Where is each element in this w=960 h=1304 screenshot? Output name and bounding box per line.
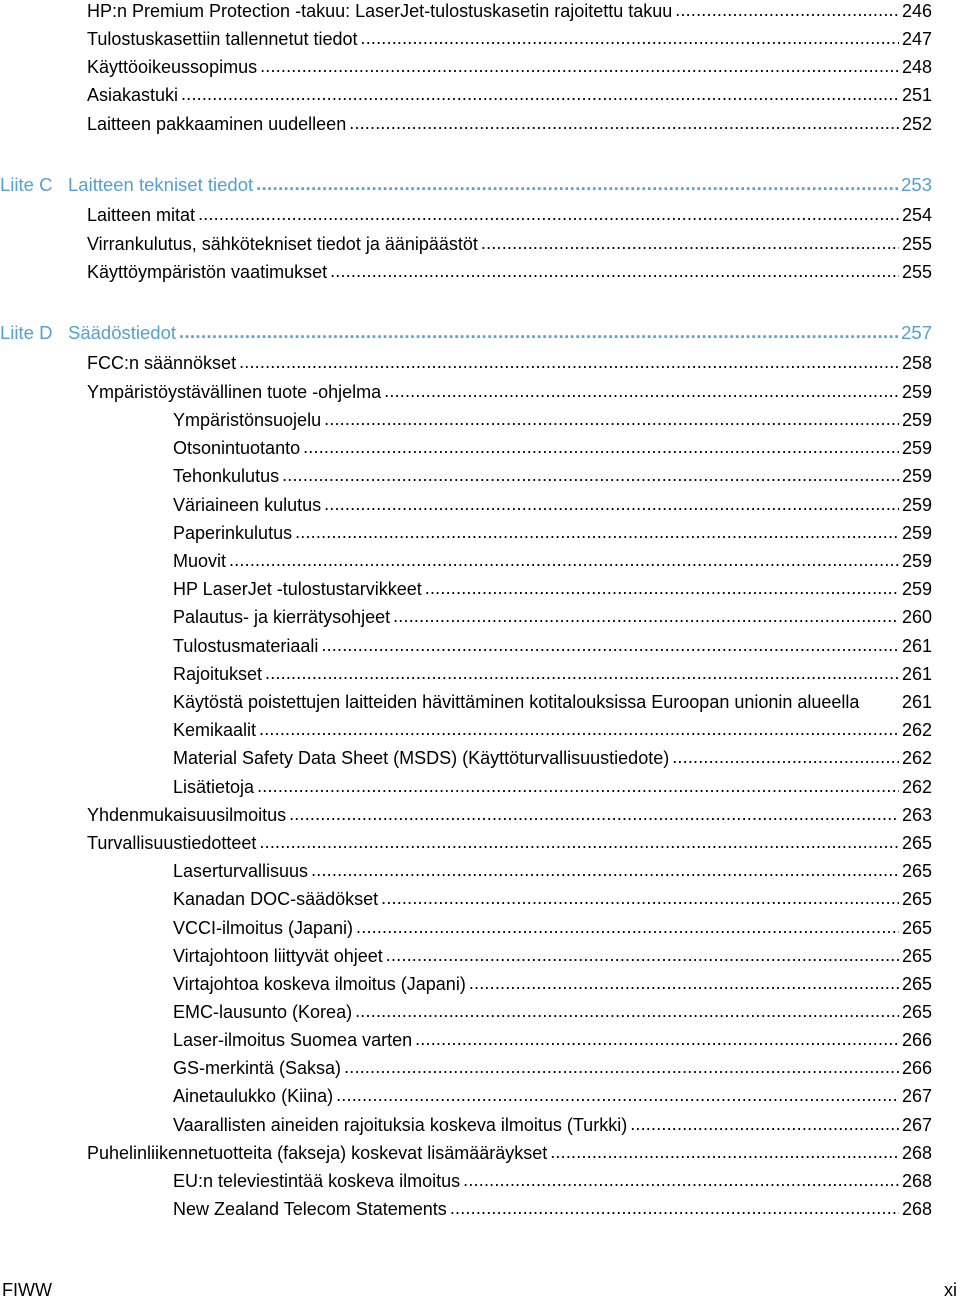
toc-dot-leader xyxy=(282,465,899,487)
toc-page-number: 259 xyxy=(901,579,932,599)
toc-entry-title xyxy=(173,888,378,910)
toc-entry[interactable] xyxy=(173,969,932,995)
toc-entry[interactable] xyxy=(173,941,932,967)
toc-entry-text: Ainetaulukko (Kiina) xyxy=(173,1086,334,1106)
toc-page-number: 268 xyxy=(901,1171,932,1191)
toc-entry[interactable] xyxy=(173,687,932,713)
toc-page-number: 267 xyxy=(901,1086,932,1106)
toc-entry-text: Väriaineen kulutus xyxy=(173,495,322,515)
toc-page-number: 259 xyxy=(901,382,932,402)
toc-dot-leader xyxy=(349,113,899,135)
toc-entry-title xyxy=(173,1001,352,1023)
toc-entry-title xyxy=(173,550,226,572)
toc-entry[interactable] xyxy=(87,52,932,78)
toc-entry-text: Ympäristöystävällinen tuote -ohjelma xyxy=(87,382,382,402)
toc-entry-title xyxy=(173,945,383,967)
toc-entry[interactable] xyxy=(173,574,932,600)
toc-entry-text: Rajoitukset xyxy=(173,664,263,684)
toc-dot-leader xyxy=(330,261,899,283)
toc-entry-title xyxy=(173,1057,341,1079)
toc-entry-title xyxy=(87,1142,547,1164)
toc-entry[interactable] xyxy=(87,828,932,854)
toc-entry[interactable] xyxy=(173,715,932,741)
toc-page-number: 253 xyxy=(901,174,932,195)
toc-entry-text: Kemikaalit xyxy=(173,720,257,740)
toc-entry-text: Lisätietoja xyxy=(173,777,255,797)
toc-page-number: 262 xyxy=(901,748,932,768)
toc-entry-title xyxy=(173,973,466,995)
toc-entry[interactable] xyxy=(173,631,932,657)
toc-entry-text: Laserturvallisuus xyxy=(173,861,309,881)
toc-entry-title xyxy=(87,56,257,78)
toc-dot-leader xyxy=(361,28,899,50)
toc-page-number: 246 xyxy=(901,1,932,21)
toc-entry[interactable] xyxy=(87,229,932,255)
toc-page-number: 251 xyxy=(901,85,932,105)
toc-entry-text: Käytöstä poistettujen laitteiden hävittäminen kotitalouksissa Euroopan unionin alueella xyxy=(173,692,860,712)
toc-dot-leader xyxy=(384,381,899,403)
toc-dot-leader xyxy=(393,606,899,628)
toc-entry-text: Asiakastuki xyxy=(87,85,179,105)
toc-entry[interactable] xyxy=(173,461,932,487)
toc-entry-text: VCCI-ilmoitus (Japani) xyxy=(173,918,354,938)
toc-dot-leader xyxy=(324,494,899,516)
toc-dot-leader xyxy=(425,578,899,600)
toc-entry-title xyxy=(87,804,286,826)
toc-entry-title xyxy=(87,233,478,255)
toc-entry[interactable] xyxy=(87,109,932,135)
toc-appendix-label: Liite C xyxy=(0,174,53,195)
toc-dot-leader xyxy=(303,437,899,459)
toc-entry-title xyxy=(87,832,256,854)
toc-entry[interactable] xyxy=(173,602,932,628)
toc-entry-title xyxy=(0,174,253,196)
toc-entry-title xyxy=(87,352,236,374)
toc-dot-leader xyxy=(260,56,899,78)
toc-entry[interactable] xyxy=(173,884,932,910)
toc-page-number: 247 xyxy=(901,29,932,49)
toc-entry[interactable] xyxy=(173,1025,932,1051)
toc-entry[interactable] xyxy=(173,997,932,1023)
toc-page-number: 265 xyxy=(901,918,932,938)
toc-dot-leader xyxy=(386,945,899,967)
toc-entry-title xyxy=(173,1085,333,1107)
toc-entry-text: Tulostuskasettiin tallennetut tiedot xyxy=(87,29,358,49)
toc-entry-title xyxy=(173,1198,447,1220)
toc-entry-title xyxy=(87,113,346,135)
toc-entry-title xyxy=(173,776,254,798)
toc-entry-text: Kanadan DOC-säädökset xyxy=(173,889,379,909)
toc-dot-leader xyxy=(256,174,898,196)
toc-entry[interactable] xyxy=(173,1053,932,1079)
toc-entry[interactable] xyxy=(87,348,932,374)
toc-entry-title xyxy=(173,606,390,628)
toc-entry-text: Yhdenmukaisuusilmoitus xyxy=(87,805,287,825)
toc-dot-leader xyxy=(862,691,899,713)
toc-entry-title xyxy=(87,0,672,22)
toc-dot-leader xyxy=(344,1057,899,1079)
toc-page-number: 254 xyxy=(901,205,932,225)
toc-entry-title xyxy=(87,381,381,403)
toc-entry-title xyxy=(173,1114,627,1136)
toc-dot-leader xyxy=(257,776,899,798)
toc-entry-title xyxy=(173,494,321,516)
toc-dot-leader xyxy=(289,804,899,826)
toc-dot-leader xyxy=(179,322,898,344)
toc-entry[interactable] xyxy=(173,743,932,769)
toc-page-number: 266 xyxy=(901,1058,932,1078)
toc-entry-text: FCC:n säännökset xyxy=(87,353,237,373)
toc-dot-leader xyxy=(672,747,899,769)
toc-entry[interactable] xyxy=(173,433,932,459)
toc-entry-title xyxy=(173,663,262,685)
toc-entry-title xyxy=(87,28,358,50)
toc-entry-text: Laitteen mitat xyxy=(87,205,196,225)
toc-entry-text: Virtajohtoa koskeva ilmoitus (Japani) xyxy=(173,974,466,994)
toc-entry-text: EMC-lausunto (Korea) xyxy=(173,1002,353,1022)
toc-entry-title xyxy=(173,719,256,741)
toc-page-number: 259 xyxy=(901,495,932,515)
toc-page-number: 259 xyxy=(901,410,932,430)
toc-page-number: 252 xyxy=(901,114,932,134)
toc-entry[interactable] xyxy=(87,80,932,106)
toc-entry[interactable] xyxy=(173,856,932,882)
toc-page-number: 257 xyxy=(901,322,932,343)
toc-chapter-entry[interactable] xyxy=(0,318,932,344)
toc-entry-text: Laitteen tekniset tiedot xyxy=(68,174,254,195)
footer-page-number: xi xyxy=(944,1280,957,1300)
toc-entry-text: Käyttöympäristön vaatimukset xyxy=(87,262,328,282)
toc-entry-title xyxy=(0,322,176,344)
toc-dot-leader xyxy=(450,1198,899,1220)
page-footer xyxy=(0,1278,960,1304)
toc-entry-text: Laser-ilmoitus Suomea varten xyxy=(173,1030,413,1050)
toc-entry-title xyxy=(173,860,308,882)
toc-entry[interactable] xyxy=(87,200,932,226)
toc-dot-leader xyxy=(550,1142,899,1164)
toc-entry[interactable] xyxy=(87,1138,932,1164)
toc-page-number: 259 xyxy=(901,523,932,543)
toc-entry-title xyxy=(173,917,353,939)
toc-dot-leader xyxy=(311,860,899,882)
toc-entry[interactable] xyxy=(87,0,932,22)
toc-entry-title xyxy=(173,747,669,769)
toc-page-number: 268 xyxy=(901,1143,932,1163)
toc-entry[interactable] xyxy=(173,1081,932,1107)
toc-entry-text: New Zealand Telecom Statements xyxy=(173,1199,447,1219)
toc-entry-title xyxy=(173,465,279,487)
toc-entry-text: Virrankulutus, sähkötekniset tiedot ja äänipäästöt xyxy=(87,234,478,254)
toc-entry-text: Laitteen pakkaaminen uudelleen xyxy=(87,114,347,134)
toc-entry-text: Käyttöoikeussopimus xyxy=(87,57,258,77)
toc-entry-text: Paperinkulutus xyxy=(173,523,293,543)
toc-entry-title xyxy=(173,522,292,544)
toc-dot-leader xyxy=(469,973,899,995)
toc-dot-leader xyxy=(336,1085,899,1107)
toc-page-number: 255 xyxy=(901,262,932,282)
toc-entry-text: Otsonintuotanto xyxy=(173,438,301,458)
toc-page-number: 265 xyxy=(901,946,932,966)
toc-dot-leader xyxy=(181,84,899,106)
toc-page-number: 260 xyxy=(901,607,932,627)
toc-dot-leader xyxy=(675,0,899,22)
toc-dot-leader xyxy=(481,233,899,255)
toc-entry[interactable] xyxy=(87,800,932,826)
toc-entry-title xyxy=(173,1170,460,1192)
toc-page-number: 265 xyxy=(901,889,932,909)
toc-entry-text: Virtajohtoon liittyvät ohjeet xyxy=(173,946,383,966)
toc-entry[interactable] xyxy=(173,405,932,431)
toc-page-number: 261 xyxy=(901,692,932,712)
toc-page-number: 267 xyxy=(901,1115,932,1135)
toc-page-number: 265 xyxy=(901,974,932,994)
toc-page-number: 258 xyxy=(901,353,932,373)
toc-page-number: 259 xyxy=(901,551,932,571)
toc-entry-text: Puhelinliikennetuotteita (fakseja) koskevat lisämääräykset xyxy=(87,1143,548,1163)
toc-dot-leader xyxy=(381,888,899,910)
toc-chapter-entry[interactable] xyxy=(0,170,932,196)
toc-page-number: 265 xyxy=(901,861,932,881)
toc-entry[interactable] xyxy=(173,518,932,544)
toc-page-number: 259 xyxy=(901,438,932,458)
toc-entry[interactable] xyxy=(87,24,932,50)
toc-dot-leader xyxy=(198,204,899,226)
toc-entry-title xyxy=(173,437,300,459)
toc-entry-title xyxy=(173,635,318,657)
toc-entry-text: Vaarallisten aineiden rajoituksia koskeva ilmoitus (Turkki) xyxy=(173,1115,628,1135)
toc-entry-text: HP:n Premium Protection -takuu: LaserJet-tulostuskasetin rajoitettu takuu xyxy=(87,1,673,21)
toc-entry[interactable] xyxy=(173,490,932,516)
toc-dot-leader xyxy=(415,1029,899,1051)
toc-page-number: 265 xyxy=(901,833,932,853)
toc-entry-text: Material Safety Data Sheet (MSDS) (Käyttöturvallisuustiedote) xyxy=(173,748,670,768)
toc-dot-leader xyxy=(259,719,899,741)
toc-entry-text: GS-merkintä (Saksa) xyxy=(173,1058,342,1078)
toc-entry-title xyxy=(173,578,422,600)
toc-entry-text: Turvallisuustiedotteet xyxy=(87,833,257,853)
toc-entry-text: Ympäristönsuojelu xyxy=(173,410,322,430)
toc-dot-leader xyxy=(321,635,899,657)
toc-entry-title xyxy=(173,409,321,431)
toc-page-number: 263 xyxy=(901,805,932,825)
toc-appendix-label: Liite D xyxy=(0,322,53,343)
toc-dot-leader xyxy=(265,663,899,685)
toc-dot-leader xyxy=(355,1001,899,1023)
toc-page-number: 261 xyxy=(901,664,932,684)
toc-entry[interactable] xyxy=(173,772,932,798)
toc-entry-title xyxy=(173,691,859,713)
toc-dot-leader xyxy=(324,409,899,431)
toc-entry-text: HP LaserJet -tulostustarvikkeet xyxy=(173,579,422,599)
toc-page-number: 262 xyxy=(901,777,932,797)
toc-dot-leader xyxy=(356,917,899,939)
toc-dot-leader xyxy=(630,1114,899,1136)
toc-page-number: 248 xyxy=(901,57,932,77)
toc-dot-leader xyxy=(295,522,899,544)
toc-page-number: 255 xyxy=(901,234,932,254)
toc-entry[interactable] xyxy=(173,913,932,939)
toc-entry[interactable] xyxy=(87,377,932,403)
toc-page-number: 265 xyxy=(901,1002,932,1022)
toc-entry-text: Tehonkulutus xyxy=(173,466,280,486)
toc-entry-text: Tulostusmateriaali xyxy=(173,636,319,656)
toc-entry[interactable] xyxy=(173,546,932,572)
toc-entry-title xyxy=(87,204,195,226)
toc-entry-title xyxy=(87,84,178,106)
toc-dot-leader xyxy=(463,1170,899,1192)
toc-dot-leader xyxy=(259,832,899,854)
toc-page-number: 262 xyxy=(901,720,932,740)
toc-entry-text: EU:n televiestintää koskeva ilmoitus xyxy=(173,1171,461,1191)
toc-entry[interactable] xyxy=(173,1110,932,1136)
toc-entry[interactable] xyxy=(173,1194,932,1220)
toc-entry-text: Muovit xyxy=(173,551,227,571)
toc-entry[interactable] xyxy=(173,659,932,685)
toc-entry[interactable] xyxy=(87,257,932,283)
toc-entry[interactable] xyxy=(173,1166,932,1192)
toc-entry-text: Säädöstiedot xyxy=(68,322,177,343)
toc-page-number: 266 xyxy=(901,1030,932,1050)
toc-entry-title xyxy=(87,261,327,283)
toc-entry-title xyxy=(173,1029,412,1051)
toc-page-number: 268 xyxy=(901,1199,932,1219)
toc-dot-leader xyxy=(229,550,899,572)
toc-entry-text: Palautus- ja kierrätysohjeet xyxy=(173,607,391,627)
footer-locale: FIWW xyxy=(2,1280,52,1300)
toc-dot-leader xyxy=(239,352,899,374)
toc-page-number: 261 xyxy=(901,636,932,656)
toc-page-number: 259 xyxy=(901,466,932,486)
